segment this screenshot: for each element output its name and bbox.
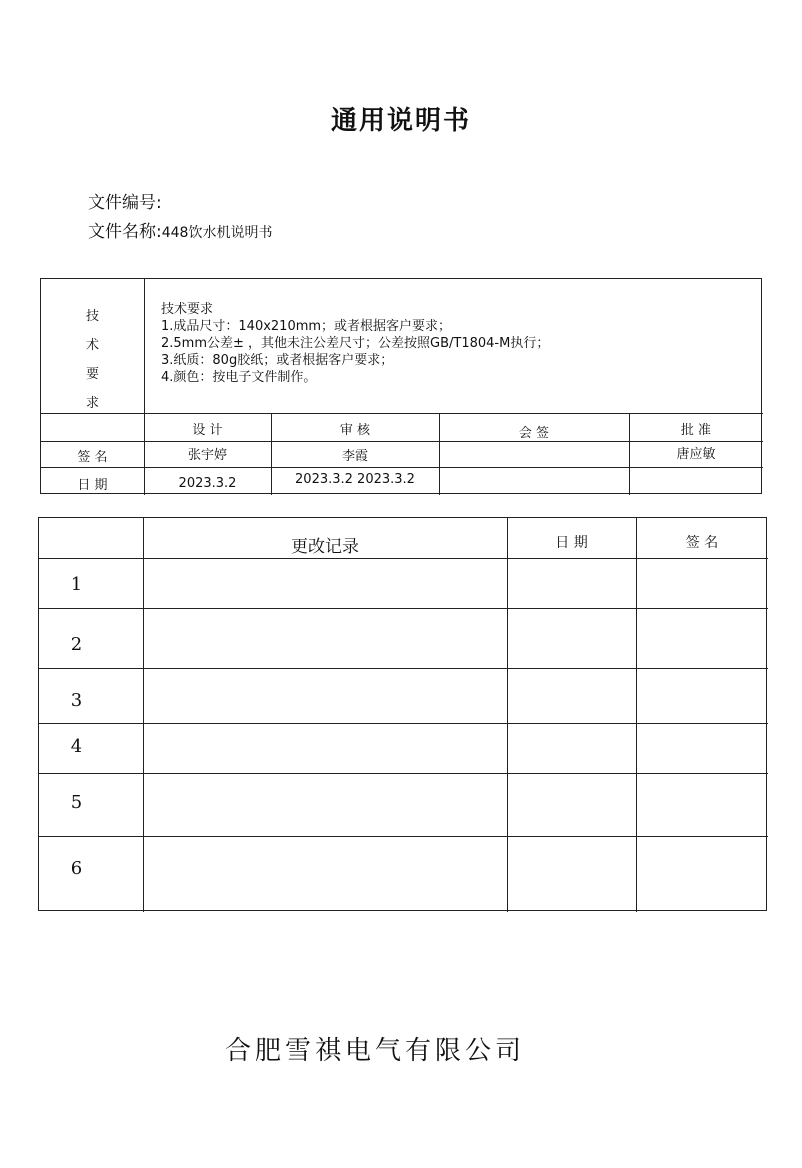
grid-line — [41, 467, 763, 468]
header-date: 日 期 — [555, 535, 588, 551]
grid-line — [41, 413, 763, 414]
grid-line — [39, 558, 768, 559]
grid-line — [636, 518, 637, 912]
grid-line — [39, 668, 768, 669]
header-countersign: 会 签 — [518, 426, 550, 441]
header-sign: 签 名 — [685, 535, 719, 551]
change-record-table — [38, 517, 767, 911]
date-review: 2023.3.2 2023.3.2 — [295, 472, 415, 487]
requirements-heading: 技术要求 — [161, 302, 214, 317]
row-number: 6 — [70, 858, 83, 879]
date-label: 日 期 — [77, 478, 108, 493]
file-number-label: 文件编号: — [88, 193, 162, 213]
header-change-record: 更改记录 — [291, 537, 359, 557]
header-design: 设 计 — [192, 423, 223, 438]
company-name: 合肥雪祺电气有限公司 — [224, 1036, 525, 1066]
side-label-char: 术 — [85, 338, 99, 353]
requirement-line: 1.成品尺寸：140x210mm；或者根据客户要求； — [161, 319, 452, 334]
side-label-char: 要 — [85, 367, 99, 382]
side-label-char: 技 — [85, 309, 99, 324]
grid-line — [41, 441, 763, 442]
grid-line — [507, 518, 508, 912]
signature-design: 张宇婷 — [187, 448, 227, 463]
signature-approve: 唐应敏 — [676, 447, 716, 462]
side-label-char: 求 — [85, 396, 99, 411]
header-review: 审 核 — [339, 423, 371, 438]
file-name-row — [88, 217, 272, 242]
signature-review: 李霞 — [341, 449, 368, 464]
signature-label: 签 名 — [77, 450, 108, 465]
row-number: 5 — [70, 792, 83, 813]
row-number: 4 — [70, 736, 83, 757]
requirement-line: 2.5mm公差± ，其他未注公差尺寸；公差按照GB/T1804-M执行； — [161, 336, 550, 351]
grid-line — [39, 723, 768, 724]
file-name-label: 文件名称: — [88, 222, 162, 242]
row-number: 3 — [70, 690, 83, 711]
grid-line — [39, 608, 768, 609]
requirement-line: 4.颜色：按电子文件制作。 — [161, 370, 317, 385]
grid-line — [143, 518, 144, 912]
date-design: 2023.3.2 — [178, 476, 237, 491]
file-name-value: 448饮水机说明书 — [161, 225, 273, 241]
page-title: 通用说明书 — [330, 106, 471, 136]
header-approve: 批 准 — [680, 423, 712, 438]
row-number: 1 — [70, 574, 83, 595]
requirement-line: 3.纸质：80g胶纸；或者根据客户要求； — [161, 353, 394, 368]
grid-line — [39, 773, 768, 774]
row-number: 2 — [70, 634, 83, 655]
grid-line — [39, 836, 768, 837]
approval-table — [40, 278, 762, 494]
